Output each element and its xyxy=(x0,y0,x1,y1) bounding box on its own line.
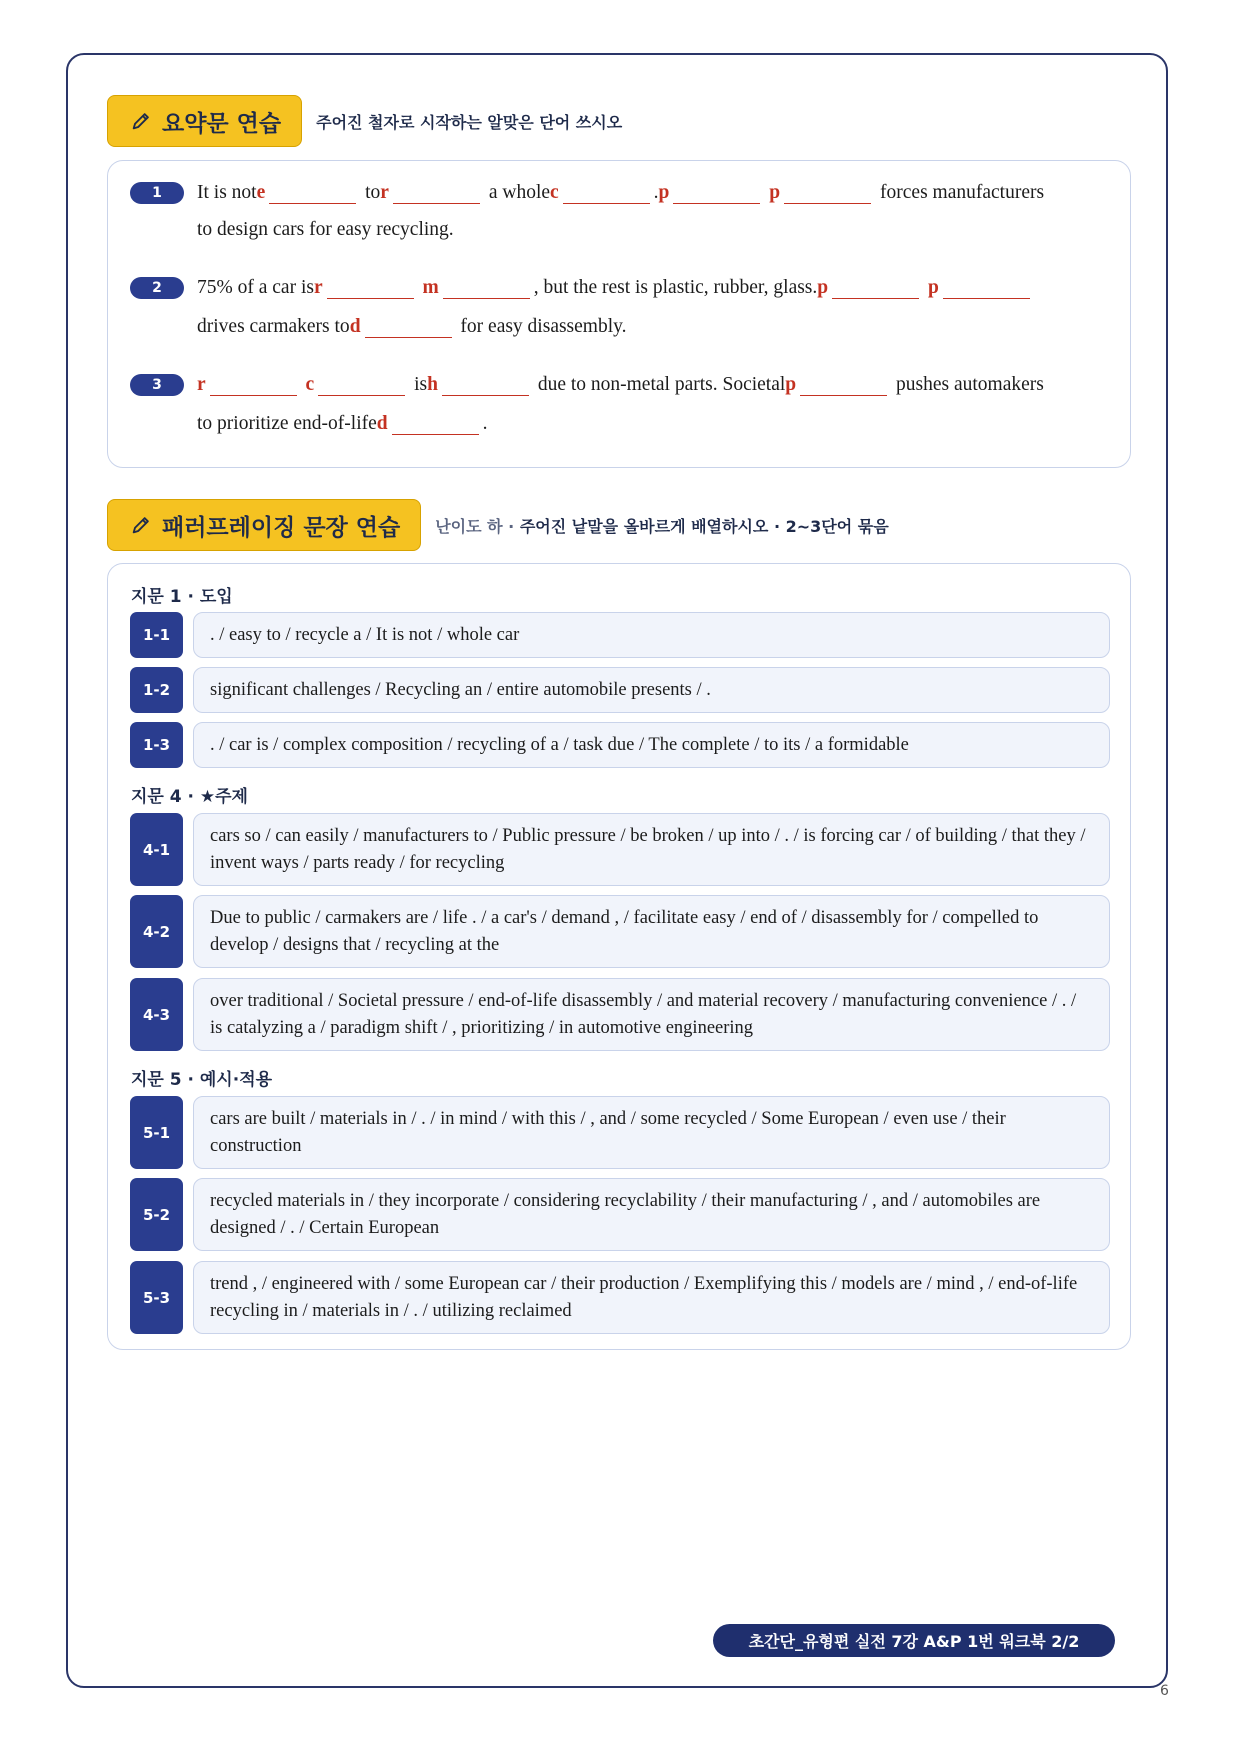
row-number-badge: 4-2 xyxy=(130,895,183,968)
paraphrase-instruction-line xyxy=(435,514,888,537)
summary-line xyxy=(197,275,1034,299)
hint-letter: r xyxy=(197,374,206,395)
paraphrase-box xyxy=(107,563,1131,1350)
row-number-badge: 4-1 xyxy=(130,813,183,886)
paraphrase-row xyxy=(130,722,1110,768)
row-number-badge: 1-2 xyxy=(130,667,183,713)
answer-blank[interactable] xyxy=(393,180,480,204)
answer-blank[interactable] xyxy=(269,180,356,204)
word-chunks: . / easy to / recycle a / It is not / whole car xyxy=(193,612,1110,658)
hint-letter: c xyxy=(305,374,315,395)
summary-text: forces manufacturers xyxy=(880,182,1045,203)
pencil-icon xyxy=(130,110,152,132)
difficulty-label: 난이도 하 · xyxy=(435,516,515,536)
summary-text: 75% of a car is xyxy=(197,277,314,298)
paraphrase-row xyxy=(130,813,1110,886)
hint-letter: e xyxy=(256,182,266,203)
hint-letter: r xyxy=(380,182,389,203)
summary-title: 요약문 연습 xyxy=(162,110,282,137)
word-chunks: over traditional / Societal pressure / end-of-life disassembly / and material recovery / manufacturing convenience / . / is catalyzing a / paradigm shift / , prioritizing / in automotive engineering xyxy=(193,978,1110,1051)
answer-blank[interactable] xyxy=(784,180,871,204)
paraphrase-title: 패러프레이징 문장 연습 xyxy=(162,514,401,541)
summary-line: to design cars for easy recycling. xyxy=(197,219,454,240)
paraphrase-row xyxy=(130,1261,1110,1334)
summary-number-badge: 1 xyxy=(130,182,184,204)
page-number: 6 xyxy=(1160,1683,1169,1699)
word-chunks: Due to public / carmakers are / life . / a car's / demand , / facilitate easy / end of / disassembly for / compelled to develop / designs that / recycling at the xyxy=(193,895,1110,968)
answer-blank[interactable] xyxy=(943,275,1030,299)
summary-line xyxy=(197,411,488,435)
paraphrase-row xyxy=(130,895,1110,968)
hint-letter: d xyxy=(349,316,361,337)
passage-label: 지문 4 · ★주제 xyxy=(131,787,248,807)
hint-letter: d xyxy=(376,413,388,434)
paraphrase-row xyxy=(130,1178,1110,1251)
summary-number-badge: 3 xyxy=(130,374,184,396)
row-number-badge: 1-1 xyxy=(130,612,183,658)
hint-letter: p xyxy=(928,277,939,298)
answer-blank[interactable] xyxy=(800,372,887,396)
summary-line xyxy=(197,180,1044,204)
summary-text: pushes automakers xyxy=(896,374,1044,395)
word-chunks: recycled materials in / they incorporate / considering recyclability / their manufacturing / , and / automobiles are designed / . / Certain European xyxy=(193,1178,1110,1251)
row-number-badge: 5-2 xyxy=(130,1178,183,1251)
summary-text: drives carmakers to xyxy=(197,316,350,337)
hint-letter: r xyxy=(313,277,323,298)
paraphrase-row xyxy=(130,612,1110,658)
word-chunks: . / car is / complex composition / recycling of a / task due / The complete / to its / a formidable xyxy=(193,722,1110,768)
answer-blank[interactable] xyxy=(442,372,529,396)
summary-item-1 xyxy=(130,182,1100,262)
summary-item-2 xyxy=(130,277,1100,357)
paraphrase-title-tab xyxy=(107,499,421,551)
summary-text: for easy disassembly. xyxy=(460,316,627,337)
word-chunks: trend , / engineered with / some European car / their production / Exemplifying this / models are / mind , / end-of-life recycling in / materials in / . / utilizing reclaimed xyxy=(193,1261,1110,1334)
hint-letter: m xyxy=(422,277,439,298)
row-number-badge: 5-3 xyxy=(130,1261,183,1334)
summary-text: , but the rest is plastic, rubber, glass. xyxy=(533,277,818,298)
paraphrase-header xyxy=(107,499,889,551)
pencil-icon xyxy=(130,514,152,536)
summary-text: It is not xyxy=(197,182,257,203)
hint-letter: p xyxy=(658,182,670,203)
paraphrase-row xyxy=(130,978,1110,1051)
summary-line xyxy=(197,314,627,338)
answer-blank[interactable] xyxy=(210,372,297,396)
summary-instruction: 주어진 철자로 시작하는 알맞은 단어 쓰시오 xyxy=(316,112,623,132)
hint-letter: c xyxy=(550,182,559,203)
footer-label: 초간단_유형편 실전 7강 A&P 1번 워크북 2/2 xyxy=(713,1624,1115,1657)
summary-title-tab xyxy=(107,95,302,147)
paraphrase-row xyxy=(130,1096,1110,1169)
summary-text: . xyxy=(482,413,488,434)
word-chunks: cars so / can easily / manufacturers to / Public pressure / be broken / up into / . / is forcing car / of building / that they / invent ways / parts ready / for recycling xyxy=(193,813,1110,886)
answer-blank[interactable] xyxy=(327,275,414,299)
row-number-badge: 5-1 xyxy=(130,1096,183,1169)
summary-text: is xyxy=(414,374,428,395)
summary-item-3 xyxy=(130,374,1100,454)
word-chunks: cars are built / materials in / . / in mind / with this / , and / some recycled / Some European / even use / their construction xyxy=(193,1096,1110,1169)
hint-letter: h xyxy=(427,374,438,395)
answer-blank[interactable] xyxy=(673,180,760,204)
summary-text: . xyxy=(653,182,659,203)
row-number-badge: 4-3 xyxy=(130,978,183,1051)
summary-header xyxy=(107,95,622,147)
paraphrase-instruction: 주어진 낱말을 올바르게 배열하시오 · 2~3단어 묶음 xyxy=(519,516,889,536)
summary-number-badge: 2 xyxy=(130,277,184,299)
answer-blank[interactable] xyxy=(563,180,650,204)
hint-letter: p xyxy=(817,277,829,298)
answer-blank[interactable] xyxy=(318,372,405,396)
hint-letter: p xyxy=(785,374,797,395)
answer-blank[interactable] xyxy=(365,314,452,338)
answer-blank[interactable] xyxy=(392,411,479,435)
row-number-badge: 1-3 xyxy=(130,722,183,768)
summary-text: to prioritize end-of-life xyxy=(197,413,377,434)
summary-box xyxy=(107,160,1131,468)
hint-letter: p xyxy=(769,182,781,203)
summary-text: to xyxy=(365,182,381,203)
word-chunks: significant challenges / Recycling an / entire automobile presents / . xyxy=(193,667,1110,713)
paraphrase-row xyxy=(130,667,1110,713)
passage-label: 지문 1 · 도입 xyxy=(131,587,233,607)
summary-text: a whole xyxy=(488,182,551,203)
passage-label: 지문 5 · 예시·적용 xyxy=(131,1070,273,1090)
summary-text: due to non-metal parts. Societal xyxy=(537,374,786,395)
answer-blank[interactable] xyxy=(443,275,530,299)
answer-blank[interactable] xyxy=(832,275,919,299)
summary-line xyxy=(197,372,1044,396)
